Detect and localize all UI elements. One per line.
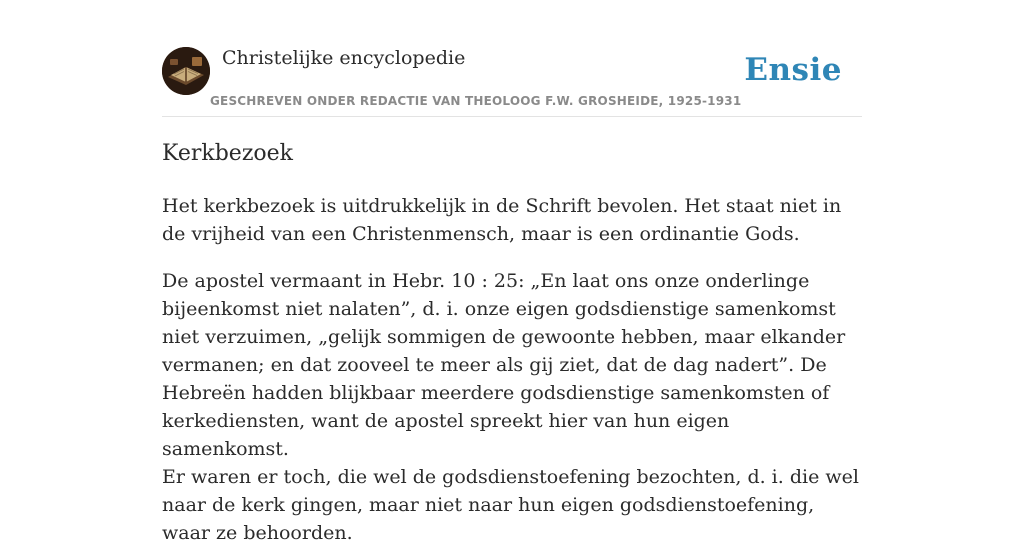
page	[162, 0, 862, 544]
ensie-logo-link[interactable]: Ensie	[744, 52, 842, 88]
book-image-graphic	[162, 47, 210, 95]
article-title: Kerkbezoek	[162, 141, 294, 166]
book-image-icon[interactable]	[162, 47, 210, 95]
site-header	[162, 0, 862, 117]
article-paragraph-3: Er waren er toch, die wel de godsdienstoefening bezochten, d. i. die wel naar de kerk gingen, maar niet naar hun eigen godsdienstoefening, waar ze behoorden.	[162, 466, 859, 544]
article-paragraph-1: Het kerkbezoek is uitdrukkelijk in de Schrift bevolen. Het staat niet in de vrijheid van een Christenmensch, maar is een ordinantie Gods.	[162, 195, 842, 245]
site-title[interactable]: Christelijke encyclopedie	[222, 47, 466, 69]
site-subtitle: GESCHREVEN ONDER REDACTIE VAN THEOLOOG F.W. GROSHEIDE, 1925-1931	[210, 94, 742, 108]
article-paragraph-2: De apostel vermaant in Hebr. 10 : 25: „En laat ons onze onderlinge bijeenkomst niet nalaten”, d. i. onze eigen godsdienstige samenkomst niet verzuimen, „gelijk sommigen de gewoonte hebben, maar elkander vermanen; en dat zooveel te meer als gij ziet, dat de dag nadert”. De Hebreën hadden blijkbaar meerdere godsdienstige samenkomsten of kerkediensten, want de apostel spreekt hier van hun eigen samenkomst.	[162, 270, 846, 460]
